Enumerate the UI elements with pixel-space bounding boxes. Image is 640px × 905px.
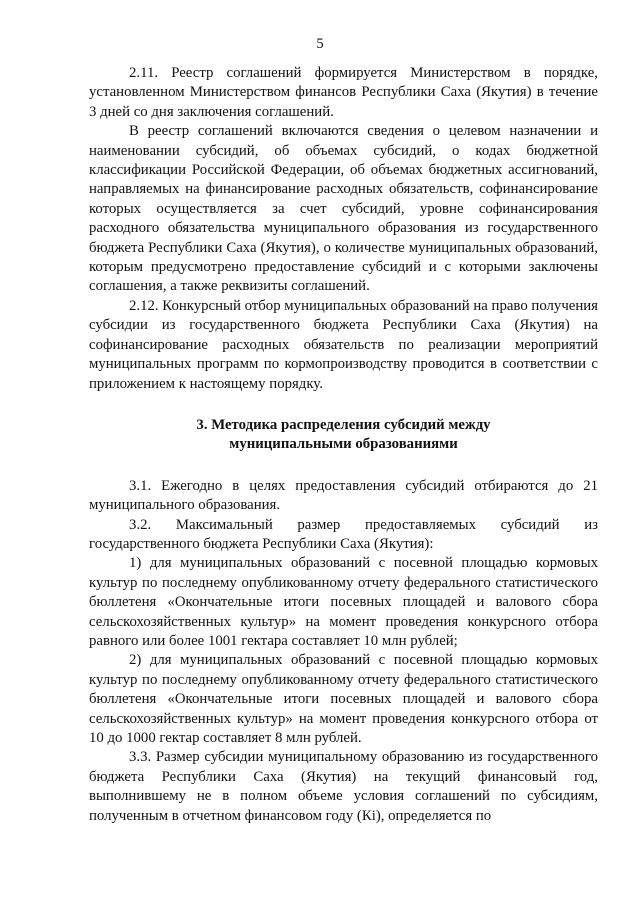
page-number: 5 (316, 36, 324, 52)
paragraph-3-2: 3.2. Максимальный размер предоставляемых субсидий из государственного бюджета Республики Саха (Якутия): (89, 516, 598, 552)
paragraph-2-12: 2.12. Конкурсный отбор муниципальных образований на право получения субсидии из государственного бюджета Республики Саха (Якутия) на софинансирование расходных обязательств по реализации мероприятий муниципальных программ по кормопроизводству проводится в соответствии с приложением к настоящему порядку. (89, 297, 598, 392)
document-body (89, 64, 598, 826)
section-heading-line-1: 3. Методика распределения субсидий между (196, 416, 491, 433)
paragraph-3-3: 3.3. Размер субсидии муниципальному образованию из государственного бюджета Республики Саха (Якутия) на текущий финансовый год, выполнившему не в полном объеме условия соглашений по субсидиям, полученным в отчетном финансовом году (Кi), определяется по (89, 749, 598, 824)
section-heading (89, 416, 598, 455)
section-heading-line-2: муниципальными образованиями (229, 436, 458, 453)
paragraph-3-1: 3.1. Ежегодно в целях предоставления субсидий отбираются до 21 муниципального образования. (89, 477, 598, 514)
paragraph-2-11: 2.11. Реестр соглашений формируется Министерством в порядке, установленном Министерством финансов Республики Саха (Якутия) в течение 3 дней со дня заключения соглашений. (89, 65, 598, 120)
paragraph-3-2-item-1: 1) для муниципальных образований с посевной площадью кормовых культур по последнему опубликованному отчету федерального статистического бюллетеня «Окончательные итоги посевных площадей и валового сбора сельскохозяйственных культур» на момент проведения конкурсного отбора равного или более 1001 гектара составляет 10 млн рублей; (89, 555, 598, 649)
paragraph-3-2-item-2: 2) для муниципальных образований с посевной площадью кормовых культур по последнему опубликованному отчету федерального статистического бюллетеня «Окончательные итоги посевных площадей и валового сбора сельскохозяйственных культур» на момент проведения конкурсного отбора от 10 до 1000 гектар составляет 8 млн рублей. (89, 652, 598, 746)
paragraph-registry-contents: В реестр соглашений включаются сведения о целевом назначении и наименовании субсидий, об объемах субсидий, о кодах бюджетной классификации Российской Федерации, об объемах бюджетных ассигнований, направляемых на финансирование расходных обязательств, софинансирование которых осуществляется за счет субсидий, уровне софинансирования расходного обязательства муниципального образования из государственного бюджета Республики Саха (Якутия), о количестве муниципальных образований, которым предусмотрено предоставление субсидий и с которыми заключены соглашения, а также реквизиты соглашений. (89, 123, 598, 295)
